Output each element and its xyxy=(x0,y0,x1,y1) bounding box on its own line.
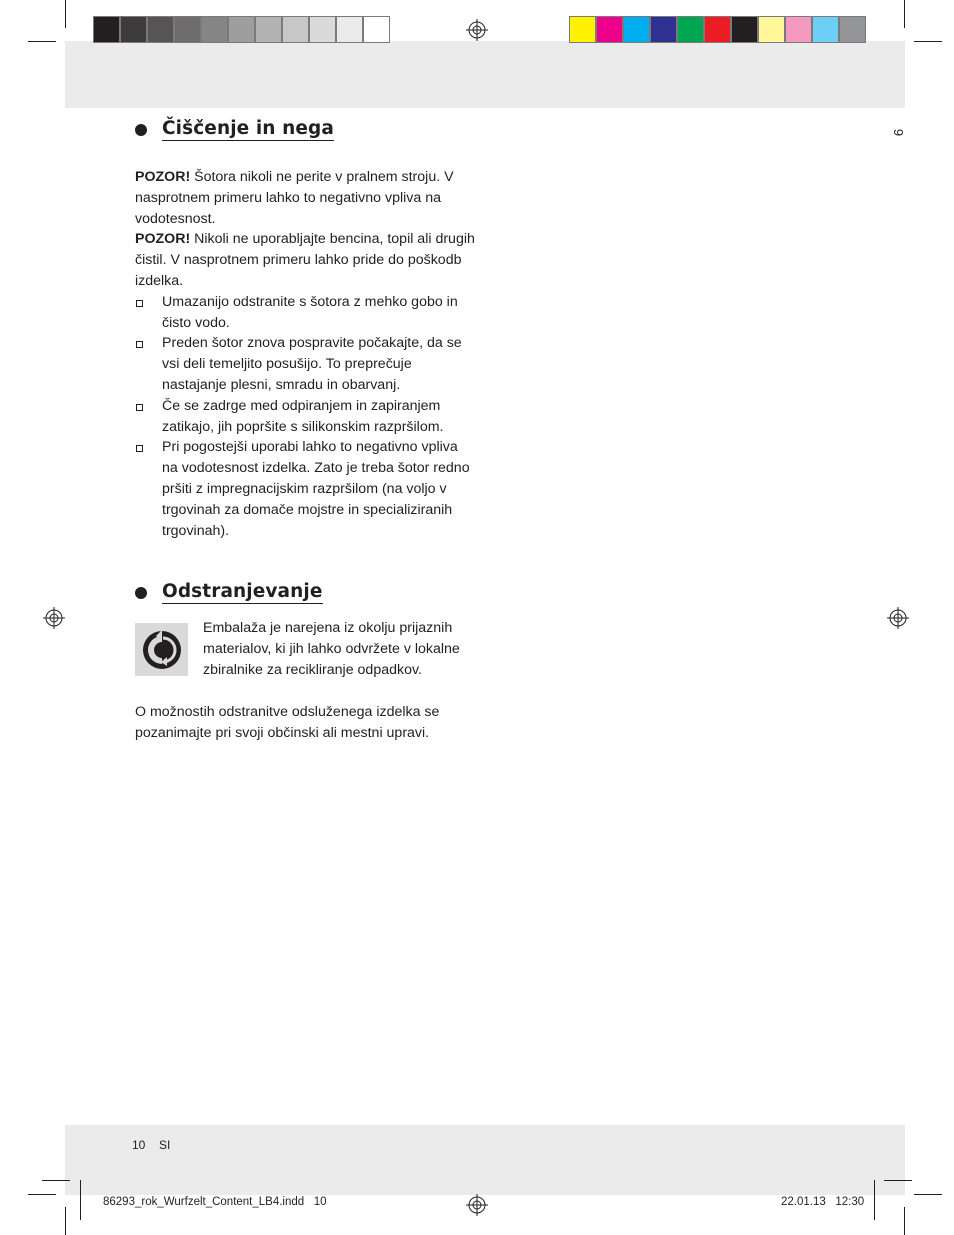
disposal-text: O možnostih odstranitve odsluženega izdelka se pozanimajte pri svoji občinski ali mestni upravi. xyxy=(135,703,440,741)
crop-mark xyxy=(904,1207,905,1235)
crop-mark xyxy=(914,41,942,42)
list-item-text: Umazanijo odstranite s šotora z mehko gobo in čisto vodo. xyxy=(162,293,458,331)
crop-mark xyxy=(874,1180,875,1220)
care-instructions-list xyxy=(135,292,475,542)
language-code: SI xyxy=(159,1138,171,1152)
warning-label: POZOR! xyxy=(135,231,191,248)
color-swatch xyxy=(174,16,201,43)
crop-mark xyxy=(80,1180,81,1220)
color-swatch xyxy=(623,16,650,43)
color-swatch xyxy=(839,16,866,43)
footer-band xyxy=(65,1125,905,1195)
section-heading-disposal xyxy=(135,581,475,604)
warning-text: Šotora nikoli ne perite v pralnem stroju. V nasprotnem primeru lahko to negativno vpliva na vodotesnost. xyxy=(135,169,454,227)
warning-label: POZOR! xyxy=(135,169,191,185)
slug-date-info: 22.01.13 12:30 xyxy=(781,1196,865,1208)
crop-mark xyxy=(914,1194,942,1195)
heading-bullet-icon xyxy=(135,124,147,136)
crop-mark xyxy=(65,1207,66,1235)
heading-text: Čiščenje in nega xyxy=(162,118,334,139)
color-swatch xyxy=(731,16,758,43)
list-item-text: Preden šotor znova pospravite počakajte, da se vsi deli temeljito posušijo. To preprečuje nastajanje plesni, smradu in obarvanj. xyxy=(162,335,462,393)
checkbox-bullet-icon xyxy=(135,437,162,541)
crop-mark xyxy=(65,0,66,28)
page-number: 10 xyxy=(132,1138,146,1152)
header-band xyxy=(65,41,905,108)
checkbox-bullet-icon xyxy=(135,292,162,334)
color-swatch xyxy=(255,16,282,43)
warning-paragraph xyxy=(135,167,475,229)
color-swatch xyxy=(93,16,120,43)
color-swatch xyxy=(363,16,390,43)
list-item xyxy=(135,396,475,438)
color-swatch xyxy=(704,16,731,43)
color-swatch xyxy=(147,16,174,43)
color-swatch xyxy=(228,16,255,43)
list-item-text: Če se zadrge med odpiranjem in zapiranjem zatikajo, jih popršite s silikonskim razpršilom. xyxy=(162,397,444,435)
list-item-text: Pri pogostejši uporabi lahko to negativno vpliva na vodotesnost izdelka. Zato je treba šotor redno pršiti z impregnacijskim razpršilom (na voljo v trgovinah za domače mojstre in specializiranih trgovinah). xyxy=(162,439,470,539)
crop-mark xyxy=(28,1194,56,1195)
color-swatch xyxy=(785,16,812,43)
color-swatch xyxy=(677,16,704,43)
color-swatch xyxy=(758,16,785,43)
list-item xyxy=(135,292,475,334)
registration-mark-icon xyxy=(887,607,909,629)
color-swatch xyxy=(569,16,596,43)
registration-mark-icon xyxy=(466,1194,488,1216)
color-swatch xyxy=(120,16,147,43)
registration-mark-icon xyxy=(43,607,65,629)
heading-bullet-icon xyxy=(135,587,147,599)
recycle-text: Embalaža je narejena iz okolju prijaznih materialov, ki jih lahko odvržete v lokalne zbiralnike za recikliranje odpadkov. xyxy=(203,620,460,678)
color-swatch xyxy=(336,16,363,43)
crop-mark xyxy=(42,1180,70,1181)
list-item xyxy=(135,333,475,395)
color-swatch xyxy=(309,16,336,43)
color-swatch-bar xyxy=(569,16,866,43)
recycle-row xyxy=(135,618,475,680)
color-swatch xyxy=(282,16,309,43)
color-swatch xyxy=(596,16,623,43)
color-swatch xyxy=(812,16,839,43)
registration-mark-icon xyxy=(466,19,488,41)
section-heading-cleaning xyxy=(135,118,475,141)
slug-file-info: 86293_rok_Wurfzelt_Content_LB4.indd 10 xyxy=(103,1196,327,1208)
checkbox-bullet-icon xyxy=(135,333,162,395)
grayscale-swatch-bar xyxy=(93,16,390,43)
heading-text: Odstranjevanje xyxy=(162,581,323,603)
crop-mark xyxy=(884,1180,912,1181)
checkbox-bullet-icon xyxy=(135,396,162,438)
crop-mark xyxy=(28,41,56,42)
warning-text: Nikoli ne uporabljajte bencina, topil ali drugih čistil. V nasprotnem primeru lahko pride do poškodb izdelka. xyxy=(135,231,475,289)
color-swatch xyxy=(650,16,677,43)
list-item xyxy=(135,437,475,541)
main-content xyxy=(135,118,475,743)
color-swatch xyxy=(201,16,228,43)
green-dot-recycle-icon xyxy=(135,623,188,676)
side-mark: 9 xyxy=(891,128,907,137)
warning-paragraph xyxy=(135,229,475,291)
crop-mark xyxy=(904,0,905,28)
